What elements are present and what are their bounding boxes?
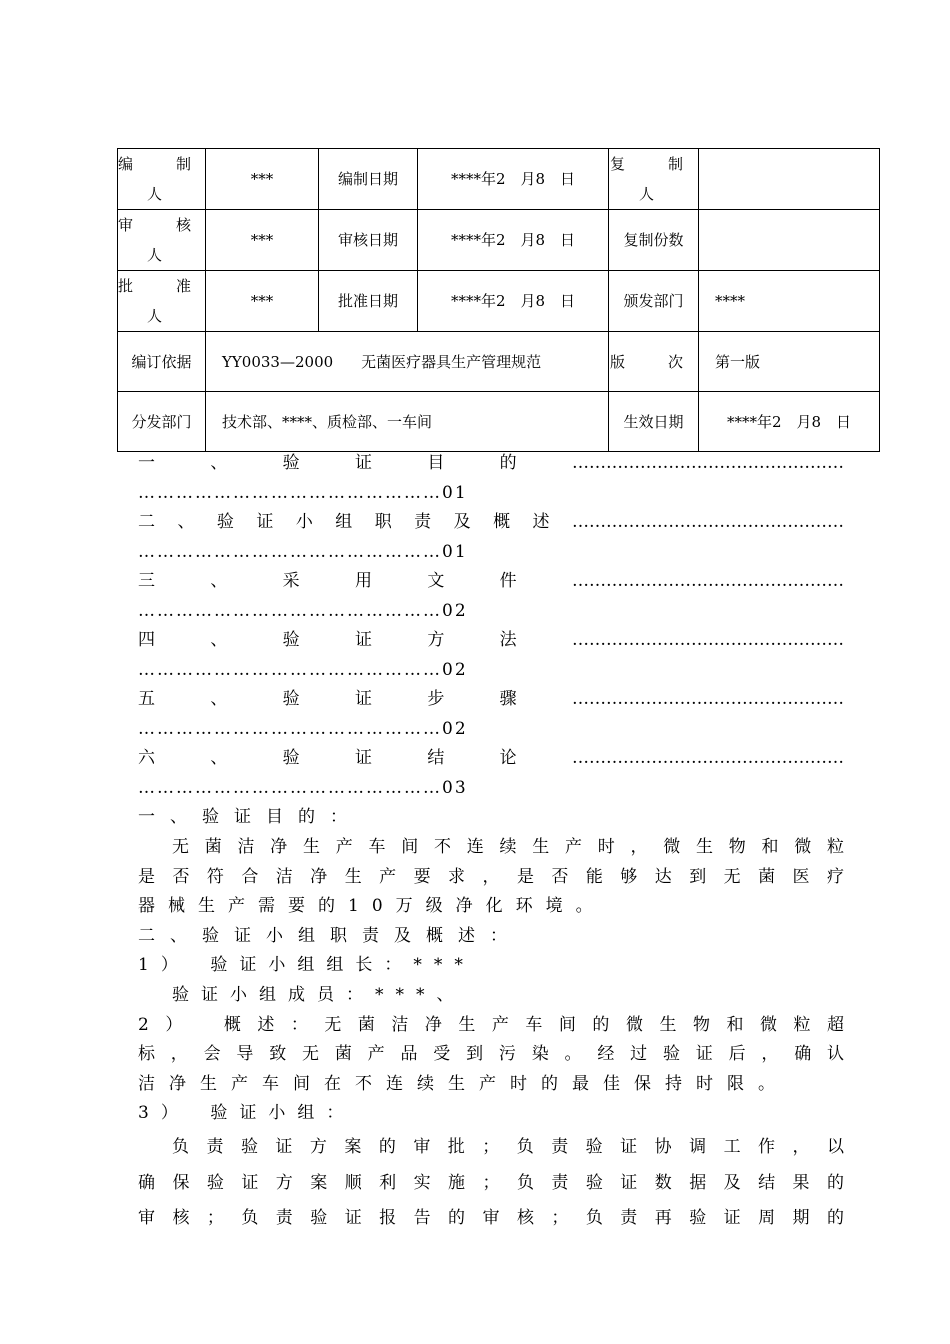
table-row <box>118 149 880 210</box>
paragraph-line: 负责验证方案的审批；负责验证协调工作，以 <box>172 1137 844 1157</box>
approver-value: *** <box>206 271 319 332</box>
toc-leader: ………………………………………… <box>572 748 844 768</box>
paragraph-line: 是否符合洁净生产要求，是否能够达到无菌医疗 <box>138 867 844 887</box>
team-leader-line: 1） 验证小组组长：*** <box>138 955 475 975</box>
subheading-validation-team: 3） 验证小组： <box>138 1103 356 1123</box>
toc-entry-4[interactable] <box>138 628 844 652</box>
toc-page-number: 01 <box>442 483 468 503</box>
approver-label: 批 准人 <box>118 271 206 332</box>
effective-date-value: ****年2 月8 日 <box>699 392 880 452</box>
approve-date-value: ****年2 月8 日 <box>418 271 609 332</box>
toc-page-number: 02 <box>442 660 468 680</box>
issue-dept-label: 颁发部门 <box>609 271 699 332</box>
copier-value <box>699 149 880 210</box>
paragraph-line: 器械生产需要的10万级净化环境。 <box>138 896 606 916</box>
basis-title: 无菌医疗器具生产管理规范 <box>361 352 542 371</box>
paragraph-line: 洁净生产车间在不连续生产时的最佳保持时限。 <box>138 1074 789 1094</box>
toc-page-number: 01 <box>442 542 468 562</box>
copies-label: 复制份数 <box>609 210 699 271</box>
compiler-label: 编 制人 <box>118 149 206 210</box>
toc-title: 四、验证方法 <box>138 630 572 650</box>
document-control-table <box>117 148 880 452</box>
toc-leader: ………………………………………… <box>572 512 844 532</box>
paragraph-line: 确保验证方案顺利实施；负责验证数据及结果的 <box>138 1173 844 1193</box>
team-members-line: 验证小组成员：***、 <box>172 985 466 1005</box>
toc-entry-3-page-line: …………………………………………02 <box>138 601 468 621</box>
issue-dept-value: **** <box>699 271 880 332</box>
reviewer-label: 审 核人 <box>118 210 206 271</box>
toc-leader: ………………………………………… <box>572 689 844 709</box>
approve-date-label: 批准日期 <box>319 271 418 332</box>
toc-title: 五、验证步骤 <box>138 689 572 709</box>
toc-title: 三、采用文件 <box>138 571 572 591</box>
compile-date-label: 编制日期 <box>319 149 418 210</box>
dist-dept-label: 分发部门 <box>118 392 206 452</box>
toc-entry-1[interactable] <box>138 451 844 475</box>
effective-label: 生效日期 <box>609 392 699 452</box>
toc-entry-5[interactable] <box>138 687 844 711</box>
basis-value <box>206 332 609 392</box>
toc-entry-6-page-line: …………………………………………03 <box>138 778 468 798</box>
version-value: 第一版 <box>699 332 880 392</box>
section-heading-purpose: 一、验证目的： <box>138 807 362 827</box>
version-label: 版 次 <box>609 332 699 392</box>
toc-leader: ………………………………………… <box>572 453 844 473</box>
compile-date-value: ****年2 月8 日 <box>418 149 609 210</box>
toc-entry-4-page-line: …………………………………………02 <box>138 660 468 680</box>
table-row <box>118 210 880 271</box>
compiler-value: *** <box>206 149 319 210</box>
table-row <box>118 271 880 332</box>
toc-leader: ………………………………………… <box>572 571 844 591</box>
toc-page-number: 02 <box>442 719 468 739</box>
toc-title: 六、验证结论 <box>138 748 572 768</box>
paragraph-line: 审核；负责验证报告的审核；负责再验证周期的 <box>138 1208 844 1228</box>
toc-entry-3[interactable] <box>138 569 844 593</box>
toc-page-number: 02 <box>442 601 468 621</box>
paragraph-line: 无菌洁净生产车间不连续生产时，微生物和微粒 <box>172 837 844 857</box>
basis-code: YY0033—2000 <box>222 352 334 371</box>
toc-page-number: 03 <box>442 778 468 798</box>
toc-entry-2-page-line: …………………………………………01 <box>138 542 468 562</box>
copies-value <box>699 210 880 271</box>
copier-label: 复 制人 <box>609 149 699 210</box>
reviewer-value: *** <box>206 210 319 271</box>
toc-title: 一、验证目的 <box>138 453 572 473</box>
toc-entry-6[interactable] <box>138 746 844 770</box>
basis-label: 编订依据 <box>118 332 206 392</box>
toc-title: 二、验证小组职责及概述 <box>138 512 572 532</box>
review-date-label: 审核日期 <box>319 210 418 271</box>
review-date-value: ****年2 月8 日 <box>418 210 609 271</box>
paragraph-line: 标，会导致无菌产品受到污染。经过验证后，确认 <box>138 1044 844 1064</box>
table-row <box>118 332 880 392</box>
section-heading-responsibilities: 二、验证小组职责及概述： <box>138 926 522 946</box>
toc-entry-1-page-line: …………………………………………01 <box>138 483 468 503</box>
table-row <box>118 392 880 452</box>
paragraph-line: 2） 概述：无菌洁净生产车间的微生物和微粒超 <box>138 1015 844 1035</box>
toc-entry-5-page-line: …………………………………………02 <box>138 719 468 739</box>
toc-leader: ………………………………………… <box>572 630 844 650</box>
toc-entry-2[interactable] <box>138 510 844 534</box>
dist-dept-value: 技术部、****、质检部、一车间 <box>206 392 609 452</box>
